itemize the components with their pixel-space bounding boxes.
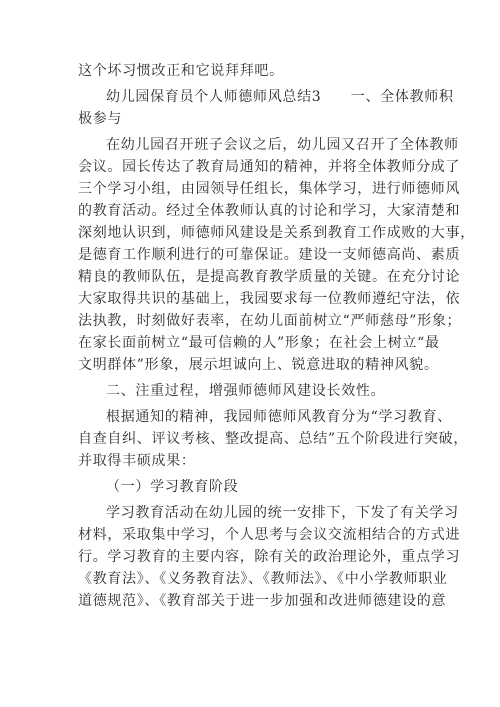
paragraph-start: 学习教育活动在幼儿园的统一安排下，下发了有关学习 <box>106 505 459 521</box>
subsection-heading: （一）学习教育阶段 <box>106 479 239 495</box>
text-line: 行。学习教育的主要内容，除有关的政治理论外，重点学习 <box>78 549 461 565</box>
text-line: 是德育工作顺利进行的可靠保证。建设一支师德高尚、素质 <box>78 247 461 263</box>
text-line: 在家长面前树立“最可信赖的人”形象；在社会上树立“最 <box>78 335 440 351</box>
text-line: 自查自纠、评议考核、整改提高、总结”五个阶段进行突破， <box>78 431 469 447</box>
text-line: 《教育法》、《义务教育法》、《教师法》、《中小学教师职业 <box>78 571 448 587</box>
paragraph-start: 在幼儿园召开班子会议之后，幼儿园又召开了全体教师 <box>106 137 459 153</box>
section-heading: 幼儿园保育员个人师德师风总结3 一、全体教师积 <box>106 89 454 105</box>
text-line: 道德规范》、《教育部关于进一步加强和改进师德建设的意 <box>78 593 447 609</box>
text-line: 文明群体”形象，展示坦诚向上、锐意进取的精神风貌。 <box>78 357 439 373</box>
text-line: 大家取得共识的基础上，我园要求每一位教师遵纪守法，依 <box>78 291 461 307</box>
paragraph-start: 根据通知的精神，我园师德师风教育分为“学习教育、 <box>106 409 452 425</box>
text-line: 精良的教师队伍，是提高教育教学质量的关键。在充分讨论 <box>78 269 461 285</box>
text-line: 的教育活动。经过全体教师认真的讨论和学习，大家清楚和 <box>78 203 461 219</box>
text-line: 法执教，时刻做好表率，在幼儿面前树立“严师慈母”形象； <box>78 313 462 329</box>
text-line: 会议。园长传达了教育局通知的精神，并将全体教师分成了 <box>78 159 461 175</box>
text-line: 三个学习小组，由园领导任组长，集体学习，进行师德师风 <box>78 181 461 197</box>
text-line: 并取得丰硕成果： <box>78 453 196 469</box>
text-line: 材料，采取集中学习，个人思考与会议交流相结合的方式进 <box>78 527 461 543</box>
text-line: 极参与 <box>78 111 123 127</box>
section-heading: 二、注重过程，增强师德师风建设长效性。 <box>106 383 386 399</box>
text-line: 深刻地认识到，师德师风建设是关系到教育工作成败的大事， <box>78 225 475 241</box>
text-line: 这个坏习惯改正和它说拜拜吧。 <box>78 63 284 79</box>
